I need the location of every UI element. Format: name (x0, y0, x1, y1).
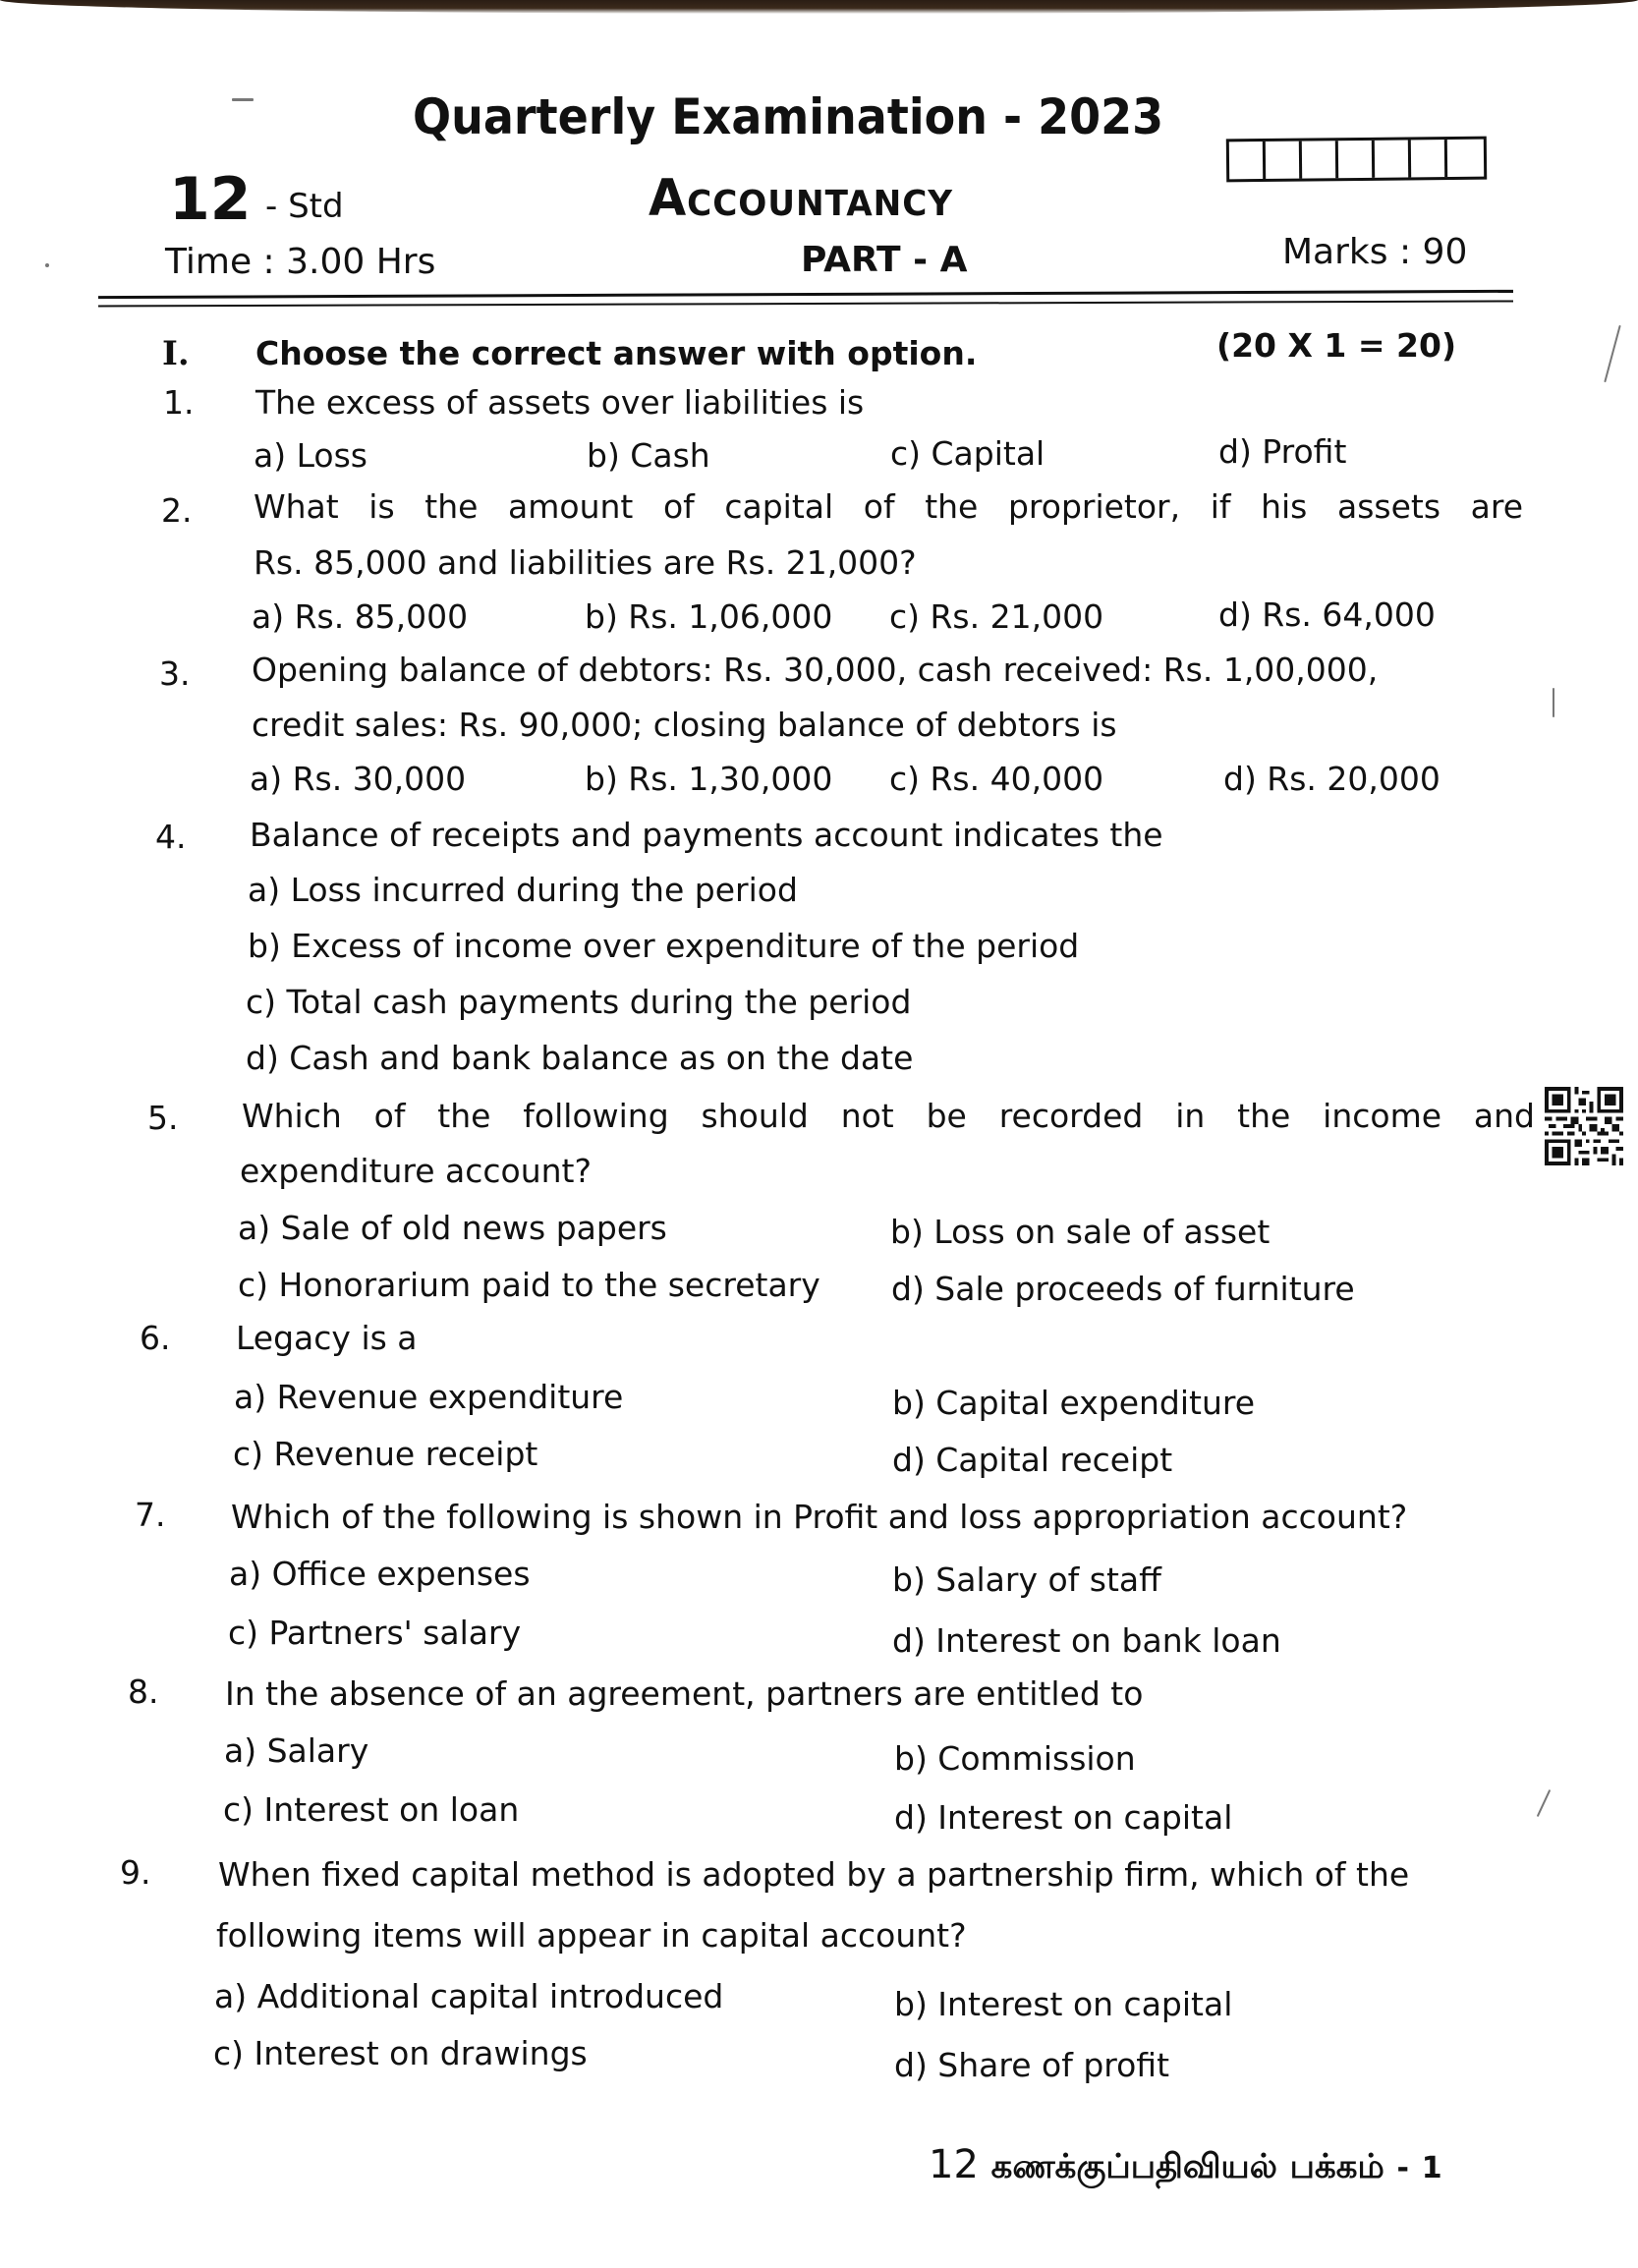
scan-speck (45, 263, 49, 267)
section-instruction: Choose the correct answer with option. (255, 334, 978, 372)
part-label: PART - A (801, 240, 968, 280)
question-text: In the absence of an agreement, partners are entitled to (225, 1674, 1144, 1713)
question-number: 8. (128, 1673, 159, 1711)
option-c: c) Capital (890, 434, 1045, 473)
scan-mark (1553, 688, 1554, 717)
option-b: b) Capital expenditure (892, 1384, 1256, 1422)
page-number: 1 (1421, 2151, 1442, 2185)
option-a: a) Loss (254, 436, 367, 475)
question-text: When fixed capital method is adopted by a partnership firm, which of the (218, 1855, 1410, 1894)
option-a: a) Office expenses (229, 1555, 531, 1593)
option-b: b) Salary of staff (892, 1560, 1161, 1599)
register-number-boxes (1226, 137, 1487, 183)
option-b: b) Commission (894, 1739, 1136, 1778)
option-c: c) Rs. 21,000 (889, 597, 1104, 636)
option-d: d) Share of profit (894, 2046, 1170, 2084)
register-box (1411, 140, 1447, 177)
option-c: c) Partners' salary (228, 1614, 522, 1652)
register-box (1229, 142, 1266, 179)
question-text: The excess of assets over liabilities is (255, 383, 865, 422)
option-c: c) Interest on loan (223, 1790, 520, 1829)
option-b: b) Excess of income over expenditure of the period (248, 927, 1080, 965)
option-d: d) Rs. 20,000 (1223, 760, 1440, 798)
section-marks: (20 X 1 = 20) (1216, 326, 1457, 365)
register-box (1302, 141, 1338, 178)
subject-title: Accountancy (649, 169, 953, 228)
question-text: Which of the following should not be recorded in the income and (242, 1097, 1535, 1135)
option-c: c) Revenue receipt (233, 1435, 538, 1473)
scan-mark (1604, 325, 1620, 382)
footer-subject: கணக்குப்பதிவியல் (990, 2147, 1277, 2186)
question-number: 9. (120, 1853, 151, 1892)
exam-duration: Time : 3.00 Hrs (165, 242, 436, 282)
question-number: 6. (140, 1319, 171, 1357)
option-d: d) Interest on bank loan (892, 1621, 1281, 1660)
question-text: Rs. 85,000 and liabilities are Rs. 21,000? (254, 543, 917, 582)
header-divider-top (98, 290, 1513, 299)
question-number: 3. (159, 654, 191, 693)
qr-code-icon (1545, 1087, 1623, 1165)
page-footer (929, 2142, 1442, 2190)
question-number: 5. (147, 1099, 179, 1137)
question-number: 4. (155, 818, 187, 856)
scan-mark (1537, 1789, 1551, 1817)
question-number: 7. (135, 1496, 166, 1534)
footer-standard: 12 (929, 2142, 979, 2187)
register-box (1266, 142, 1302, 179)
option-b: b) Cash (587, 436, 710, 475)
question-text: expenditure account? (240, 1152, 593, 1190)
section-number: I. (162, 334, 190, 373)
option-a: a) Rs. 30,000 (250, 760, 467, 798)
scan-mark (232, 98, 254, 101)
option-a: a) Revenue expenditure (234, 1378, 624, 1416)
option-d: d) Cash and bank balance as on the date (246, 1039, 914, 1077)
question-number: 1. (163, 383, 195, 422)
question-text: What is the amount of capital of the proprietor, if his assets are (254, 487, 1523, 526)
question-text: following items will appear in capital account? (216, 1916, 967, 1955)
option-c: c) Interest on drawings (213, 2034, 588, 2072)
option-a: a) Salary (224, 1731, 369, 1770)
option-a: a) Loss incurred during the period (248, 871, 798, 909)
question-text: Balance of receipts and payments account indicates the (250, 816, 1163, 854)
option-d: d) Rs. 64,000 (1218, 595, 1436, 634)
option-a: a) Sale of old news papers (238, 1209, 667, 1247)
option-b: b) Rs. 1,06,000 (585, 597, 833, 636)
scan-top-shadow (0, 0, 1638, 14)
standard-number: 12 (169, 165, 252, 234)
option-c: c) Honorarium paid to the secretary (238, 1266, 820, 1304)
header-divider-bottom (98, 300, 1513, 307)
register-box (1338, 141, 1375, 178)
footer-separator: - (1396, 2151, 1409, 2185)
option-c: c) Total cash payments during the period (246, 983, 912, 1021)
exam-title: Quarterly Examination - 2023 (413, 88, 1164, 145)
option-a: a) Additional capital introduced (214, 1977, 724, 2015)
option-a: a) Rs. 85,000 (252, 597, 469, 636)
option-d: d) Sale proceeds of furniture (891, 1270, 1355, 1308)
question-text: credit sales: Rs. 90,000; closing balance of debtors is (252, 706, 1117, 744)
question-number: 2. (161, 491, 193, 530)
total-marks: Marks : 90 (1282, 232, 1468, 272)
footer-page-word: பக்கம் (1289, 2147, 1384, 2186)
register-box (1375, 140, 1411, 177)
option-b: b) Interest on capital (894, 1985, 1233, 2023)
option-b: b) Rs. 1,30,000 (585, 760, 833, 798)
option-b: b) Loss on sale of asset (890, 1213, 1271, 1251)
option-d: d) Profit (1218, 432, 1347, 471)
standard-label: - Std (265, 187, 344, 226)
option-c: c) Rs. 40,000 (889, 760, 1104, 798)
option-d: d) Capital receipt (892, 1441, 1173, 1479)
question-text: Which of the following is shown in Profit and loss appropriation account? (231, 1498, 1408, 1536)
option-d: d) Interest on capital (894, 1798, 1233, 1837)
register-box (1447, 140, 1484, 177)
question-text: Legacy is a (236, 1319, 418, 1357)
question-text: Opening balance of debtors: Rs. 30,000, cash received: Rs. 1,00,000, (252, 651, 1379, 689)
